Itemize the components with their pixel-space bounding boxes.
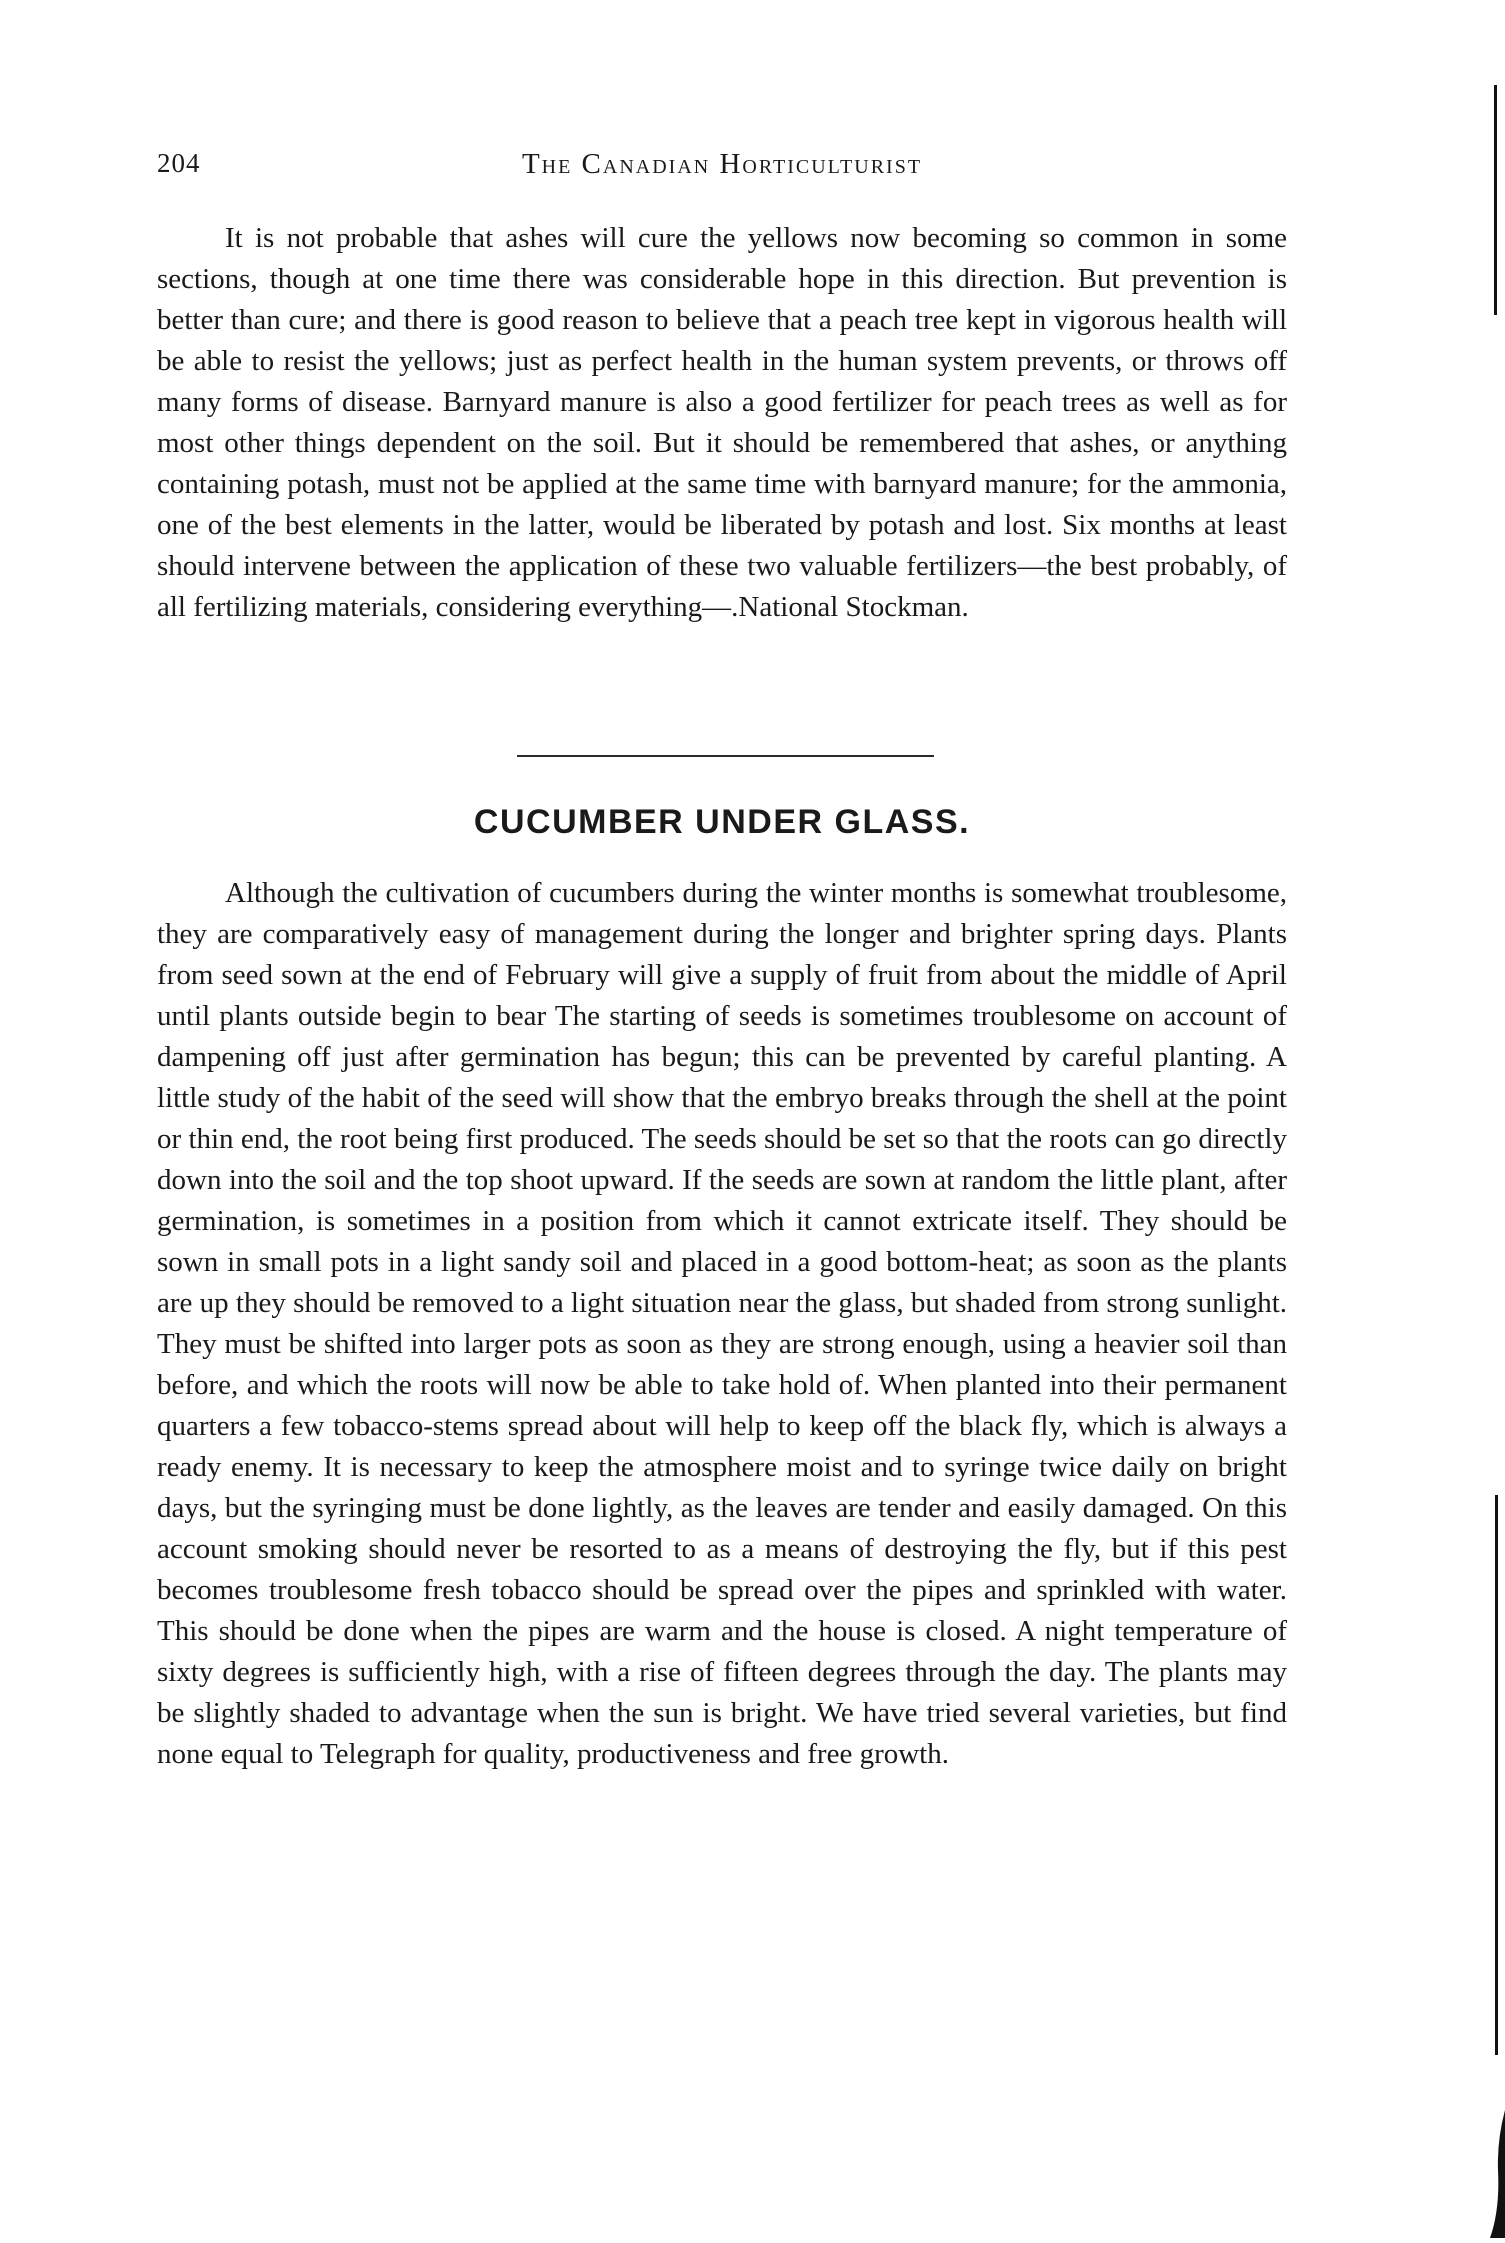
running-head bbox=[157, 148, 1287, 188]
scan-edge-mark bbox=[1490, 2110, 1505, 2238]
article-paragraph: Although the cultivation of cucumbers during the winter months is somewhat troublesome, they are comparatively easy of management during the longer and brighter spring days. Plants from seed sown at the end of February will give a supply of fruit from about the middle of April until plants outside begin to bear The starting of seeds is sometimes troublesome on account of dampening off just after germination has begun; this can be prevented by careful planting. A little study of the habit of the seed will show that the embryo breaks through the shell at the point or thin end, the root being first produced. The seeds should be set so that the roots can go directly down into the soil and the top shoot upward. If the seeds are sown at random the little plant, after germination, is sometimes in a position from which it cannot extricate itself. They should be sown in small pots in a light sandy soil and placed in a good bottom-heat; as soon as the plants are up they should be removed to a light situation near the glass, but shaded from strong sunlight. They must be shifted into larger pots as soon as they are strong enough, using a heavier soil than before, and which the roots will now be able to take hold of. When planted into their permanent quarters a few tobacco-stems spread about will help to keep off the black fly, which is always a ready enemy. It is necessary to keep the atmosphere moist and to syringe twice daily on bright days, but the syringing must be done lightly, as the leaves are tender and easily damaged. On this account smoking should never be resorted to as a means of destroying the fly, but if this pest becomes troublesome fresh tobacco should be spread over the pipes and sprinkled with water. This should be done when the pipes are warm and the house is closed. A night temperature of sixty degrees is sufficiently high, with a rise of fifteen degrees through the day. The plants may be slightly shaded to advantage when the sun is bright. We have tried several varieties, but find none equal to Telegraph for quality, productiveness and free growth. bbox=[157, 877, 1287, 1770]
article-heading: CUCUMBER UNDER GLASS. bbox=[473, 803, 971, 841]
page-number: 204 bbox=[157, 148, 201, 178]
scan-edge-curl bbox=[1490, 2110, 1505, 2238]
intro-paragraph: It is not probable that ashes will cure the yellows now becoming so common in some sections, though at one time there was considerable hope in this direction. But prevention is better than cure; and there is good reason to believe that a peach tree kept in vigorous health will be able to resist the yellows; just as perfect health in the human system prevents, or throws off many forms of disease. Barnyard manure is also a good fertilizer for peach trees as well as for most other things dependent on the soil. But it should be remembered that ashes, or anything containing potash, must not be applied at the same time with barnyard manure; for the ammonia, one of the best elements in the latter, would be liberated by potash and lost. Six months at least should intervene between the application of these two valuable fertilizers—the best probably, of all fertilizing materials, considering everything—.National Stockman. bbox=[157, 222, 1287, 623]
journal-title: The Canadian Horticulturist bbox=[521, 148, 923, 180]
section-divider bbox=[517, 755, 934, 757]
scan-edge-mark bbox=[1494, 85, 1497, 315]
scan-edge-mark bbox=[1495, 1495, 1498, 2055]
